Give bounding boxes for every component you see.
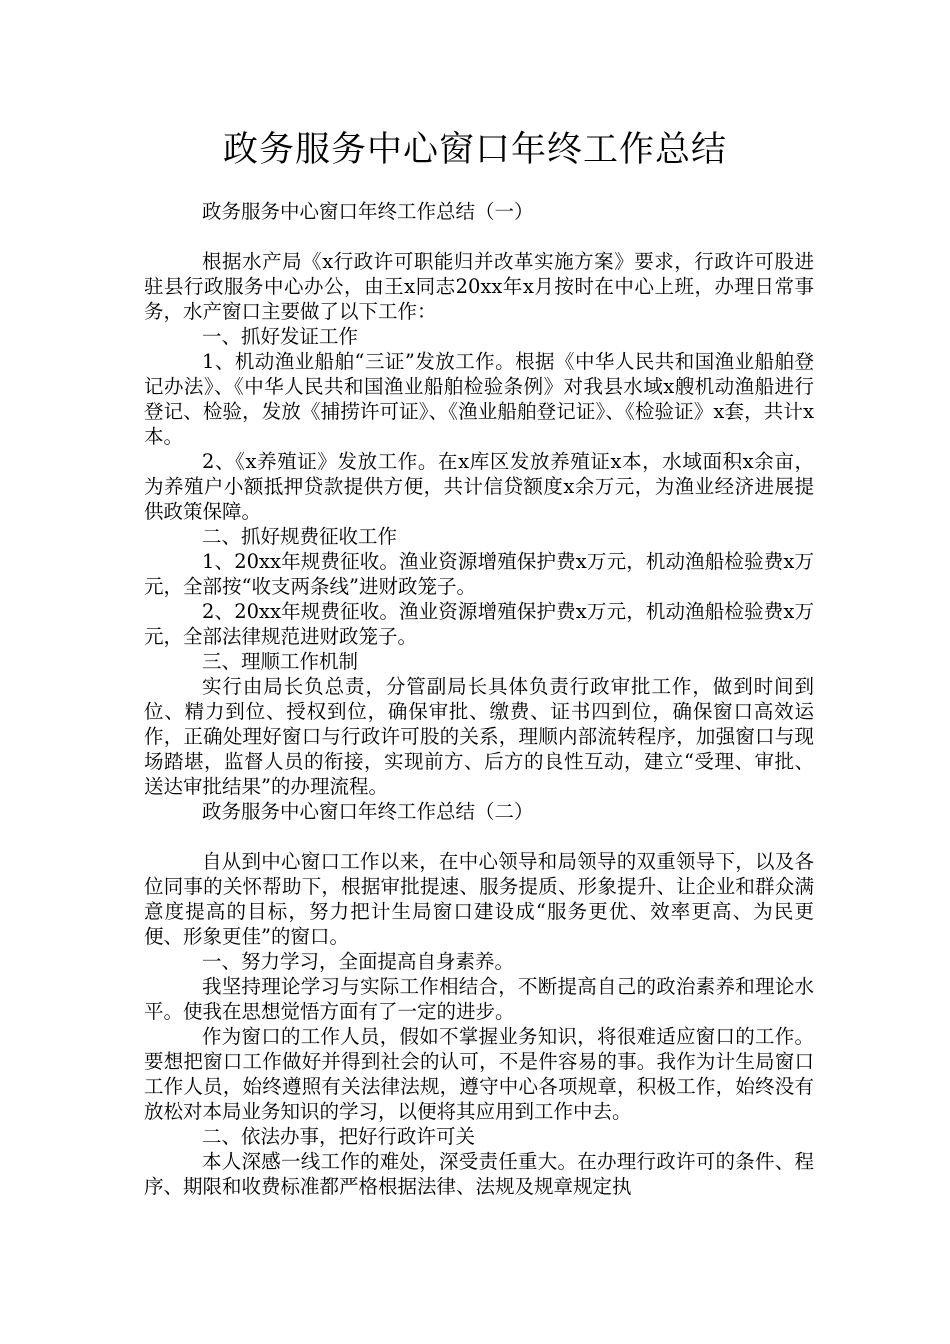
paragraph: 一、努力学习，全面提高自身素养。 [202,950,515,973]
paragraph: 1、机动渔业船舶“三证”发放工作。根据《中华人民共和国渔业船舶登记办法》、《中华人民共和国渔业船舶检验条例》对我县水域x艘机动渔船进行登记、检验，发放《捕捞许可证》、《渔业船舶登记证》、《检验证》x套，共计x本。 [144,350,814,448]
paragraph: 一、抓好发证工作 [202,325,359,348]
paragraph: 作为窗口的工作人员，假如不掌握业务知识，将很难适应窗口的工作。要想把窗口工作做好并得到社会的认可，不是件容易的事。我作为计生局窗口工作人员，始终遵照有关法律法规，遵守中心各项规章，积极工作，始终没有放松对本局业务知识的学习，以便将其应用到工作中去。 [144,1025,814,1123]
paragraph: 2、20xx年规费征收。渔业资源增殖保护费x万元，机动渔船检验费x万元，全部法律规范进财政笼子。 [144,600,814,648]
paragraph: 自从到中心窗口工作以来，在中心领导和局领导的双重领导下，以及各位同事的关怀帮助下，根据审批提速、服务提质、形象提升、让企业和群众满意度提高的目标，努力把计生局窗口建设成“服务更优、效率更高、为民更便、形象更佳”的窗口。 [144,850,814,948]
paragraph: 政务服务中心窗口年终工作总结（一） [202,200,534,223]
paragraph: 政务服务中心窗口年终工作总结（二） [202,800,534,823]
paragraph: 2、《x养殖证》发放工作。在x库区发放养殖证x本，水域面积x余亩，为养殖户小额抵押贷款提供方便，共计信贷额度x余万元，为渔业经济进展提供政策保障。 [144,450,814,523]
document-body [144,199,814,1199]
paragraph-spacer [144,824,814,849]
paragraph-spacer [144,224,814,249]
paragraph: 实行由局长负总责，分管副局长具体负责行政审批工作，做到时间到位、精力到位、授权到位，确保审批、缴费、证书四到位，确保窗口高效运作，正确处理好窗口与行政许可股的关系，理顺内部流转程序，加强窗口与现场踏堪，监督人员的衔接，实现前方、后方的良性互动，建立“受理、审批、送达审批结果”的办理流程。 [144,675,814,798]
document-title: 政务服务中心窗口年终工作总结 [222,130,727,170]
paragraph: 本人深感一线工作的难处，深受责任重大。在办理行政许可的条件、程序、期限和收费标准都严格根据法律、法规及规章规定执 [144,1150,814,1198]
paragraph: 1、20xx年规费征收。渔业资源增殖保护费x万元，机动渔船检验费x万元，全部按“收支两条线”进财政笼子。 [144,550,814,598]
paragraph: 二、依法办事，把好行政许可关 [202,1125,476,1148]
paragraph: 根据水产局《x行政许可职能归并改革实施方案》要求，行政许可股进驻县行政服务中心办公，由王x同志20xx年x月按时在中心上班，办理日常事务，水产窗口主要做了以下工作： [144,250,814,323]
paragraph: 二、抓好规费征收工作 [202,525,398,548]
paragraph: 我坚持理论学习与实际工作相结合，不断提高自己的政治素养和理论水平。使我在思想觉悟方面有了一定的进步。 [144,975,814,1023]
paragraph: 三、理顺工作机制 [202,650,359,673]
